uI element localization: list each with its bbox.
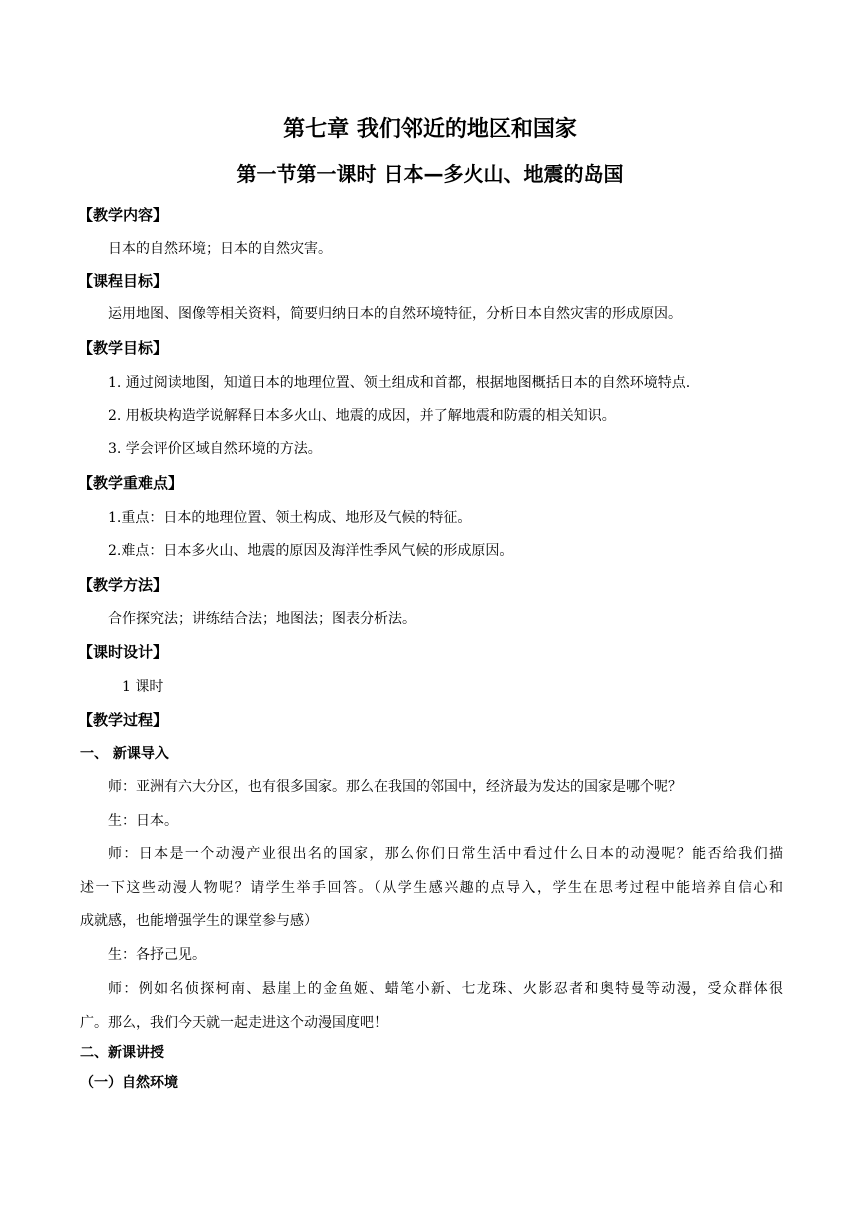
subsection-natural-env-title: （一）自然环境 xyxy=(80,1075,178,1091)
teaching-goal-item: 3. 学会评价区域自然环境的方法。 xyxy=(108,441,322,457)
method-heading: 【教学方法】 xyxy=(78,576,169,594)
teaching-content-heading: 【教学内容】 xyxy=(78,206,169,224)
dialogue-paragraph: 生：日本。 xyxy=(108,813,178,829)
dialogue-paragraph-line: 广。那么，我们今天就一起走进这个动漫国度吧！ xyxy=(80,1015,388,1031)
key-point-item: 1.重点：日本的地理位置、领土构成、地形及气候的特征。 xyxy=(108,510,472,526)
section-new-lesson-title: 二、新课讲授 xyxy=(80,1045,164,1061)
dialogue-paragraph: 师：亚洲有六大分区，也有很多国家。那么在我国的邻国中，经济最为发达的国家是哪个呢？ xyxy=(108,779,682,795)
method-text: 合作探究法；讲练结合法；地图法；图表分析法。 xyxy=(108,611,416,627)
key-points-heading: 【教学重难点】 xyxy=(78,474,184,492)
process-heading: 【教学过程】 xyxy=(78,711,169,729)
lesson-title: 第一节第一课时 日本—多火山、地震的岛国 xyxy=(236,162,624,186)
section-intro-title: 一、 新课导入 xyxy=(80,746,169,762)
lesson-design-text: 1 课时 xyxy=(122,679,164,695)
dialogue-paragraph-line: 师：日本是一个动漫产业很出名的国家，那么你们日常生活中看过什么日本的动漫呢？能否给我们描 xyxy=(108,846,783,862)
dialogue-paragraph-line: 述一下这些动漫人物呢？请学生举手回答。（从学生感兴趣的点导入，学生在思考过程中能培养自信心和 xyxy=(80,880,783,896)
dialogue-paragraph-line: 成就感，也能增强学生的课堂参与感） xyxy=(80,913,318,929)
key-point-item: 2.难点：日本多火山、地震的原因及海洋性季风气候的形成原因。 xyxy=(108,543,514,559)
teaching-goal-heading: 【教学目标】 xyxy=(78,339,169,357)
teaching-goal-item: 2. 用板块构造学说解释日本多火山、地震的成因，并了解地震和防震的相关知识。 xyxy=(108,408,616,424)
course-goal-heading: 【课程目标】 xyxy=(78,272,169,290)
dialogue-paragraph-line: 师：例如名侦探柯南、悬崖上的金鱼姬、蜡笔小新、七龙珠、火影忍者和奥特曼等动漫，受众群体很 xyxy=(108,981,783,997)
course-goal-text: 运用地图、图像等相关资料，简要归纳日本的自然环境特征，分析日本自然灾害的形成原因。 xyxy=(108,306,682,322)
teaching-content-text: 日本的自然环境；日本的自然灾害。 xyxy=(108,241,332,257)
lesson-design-heading: 【课时设计】 xyxy=(78,643,169,661)
dialogue-paragraph: 生：各抒己见。 xyxy=(108,947,206,963)
teaching-goal-item: 1. 通过阅读地图，知道日本的地理位置、领土组成和首都，根据地图概括日本的自然环境特点. xyxy=(108,375,691,391)
chapter-title: 第七章 我们邻近的地区和国家 xyxy=(283,117,577,142)
